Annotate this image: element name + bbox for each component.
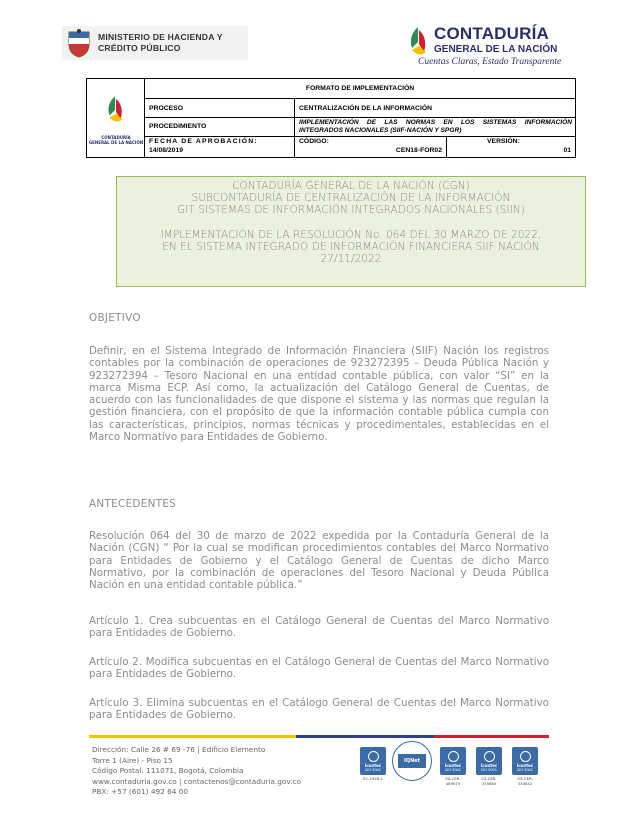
cert-label-2: Icontec <box>444 762 462 768</box>
cert-iso-2: ISO 9001 <box>444 767 462 772</box>
proceso-value: CENTRALIZACIÓN DE LA INFORMACIÓN <box>295 99 575 118</box>
codigo-value: CEN18-FOR02 <box>395 146 442 154</box>
table-logo-cell <box>87 79 145 157</box>
cgn-emblem-small-icon <box>104 93 128 127</box>
antecedentes-heading: ANTECEDENTES <box>89 498 177 510</box>
ministerio-name <box>98 32 223 54</box>
footer-web[interactable]: www.contaduria.gov.co | contactenos@contaduria.gov.co <box>92 776 301 786</box>
cert-badge-4 <box>512 747 538 787</box>
bar-red <box>434 735 549 738</box>
footer-address: Dirección: Calle 26 # 69 -76 | Edificio Elemento <box>92 745 266 754</box>
footer-pbx: PBX: +57 (601) 492 64 00 <box>92 787 188 796</box>
icontec-icon <box>440 747 466 775</box>
title-line-resolucion: IMPLEMENTACIÓN DE LA RESOLUCIÓN No. 064 DEL 30 MARZO DE 2022, <box>160 228 542 241</box>
articulo-1: Artículo 1. Crea subcuentas en el Catálogo General de Cuentas del Marco Normativo para Entidades de Gobierno. <box>89 615 549 640</box>
fecha-label: FECHA DE APROBACIÓN: <box>149 138 258 145</box>
title-line-date: 27/11/2022 <box>320 253 382 266</box>
cert-iso-4: ISO 9001 <box>516 767 534 772</box>
document-title-box <box>116 176 586 287</box>
ministerio-logo <box>62 26 248 60</box>
caption-line-2: GENERAL DE LA NACIÓN <box>88 140 144 145</box>
articulo-3: Artículo 3. Elimina subcuentas en el Catálogo General de Cuentas del Marco Normativo para Entidades de Gobierno. <box>89 697 549 722</box>
iqnet-icon <box>392 741 432 781</box>
version-value: 01 <box>563 146 571 154</box>
title-line-siif: EN EL SISTEMA INTEGRADO DE INFORMACIÓN FINANCIERA SIIF NACIÓN <box>162 240 540 253</box>
cert-badge-1 <box>360 747 386 787</box>
codigo-label: CÓDIGO: <box>299 138 329 145</box>
format-table <box>86 78 576 158</box>
format-title: FORMATO DE IMPLEMENTACIÓN <box>145 79 575 99</box>
cert-label-4: Icontec <box>516 762 534 768</box>
footer-postal: Código Postal: 111071, Bogotá, Colombia <box>92 766 244 775</box>
iqnet-label: IQNet <box>398 754 426 768</box>
cert-iso-3: ISO 9001 <box>480 767 498 772</box>
cert-code-2: SA-CER-489075 <box>445 776 461 786</box>
cert-badge-3 <box>476 747 502 787</box>
cert-label-3: Icontec <box>480 762 498 768</box>
icontec-icon <box>512 747 538 775</box>
cert-code-4: OS-CER-330842 <box>517 776 533 786</box>
cert-code-1: SC-1926-1 <box>363 776 383 781</box>
caption-line-1: CONTADURÍA <box>101 135 131 140</box>
proceso-label: PROCESO <box>145 99 295 118</box>
articulo-2: Artículo 2. Modifica subcuentas en el Catálogo General de Cuentas del Marco Normativo para Entidades de Gobierno. <box>89 656 549 681</box>
title-line-git: GIT SISTEMAS DE INFORMACIÓN INTEGRADOS NACIONALES (SIIN) <box>177 204 525 217</box>
title-line-subcontaduria: SUBCONTADURÍA DE CENTRALIZACIÓN DE LA INFORMACIÓN <box>191 192 511 205</box>
icontec-icon <box>360 747 386 775</box>
footer-tower: Torre 1 (Aire) - Piso 15 <box>92 755 173 765</box>
cert-code-3: CS-CER-335885 <box>481 776 497 786</box>
version-cell <box>447 137 575 157</box>
cert-badge-2 <box>440 747 466 787</box>
ministerio-line-2: CRÉDITO PÚBLICO <box>98 43 181 53</box>
table-logo-caption <box>87 135 145 145</box>
icontec-icon <box>476 747 502 775</box>
fecha-label-row <box>149 138 290 147</box>
flag-color-bar <box>89 735 549 738</box>
fecha-value: 14/08/2019 <box>149 146 184 154</box>
coat-of-arms-icon <box>66 28 92 58</box>
bar-yellow <box>89 735 296 738</box>
codigo-cell <box>295 137 447 157</box>
procedimiento-value: IMPLEMENTACIÓN DE LAS NORMAS EN LOS SISTEMAS INFORMACIÓN INTEGRADOS NACIONALES (SIIF-NACIÓN Y SPGR) <box>295 118 575 137</box>
cert-iso-1: ISO 9001 <box>364 767 382 772</box>
cgn-emblem-icon <box>406 26 432 58</box>
objetivo-heading: OBJETIVO <box>89 312 141 324</box>
objetivo-paragraph: Definir, en el Sistema Integrado de Información Financiera (SIIF) Nación los registros contables por la combinación de operaciones de 923272395 – Deuda Pública Nación y 923272394 – Tesoro Nacional en una entidad contable pública, con valor “SI” en la marca Misma ECP. Así como, la actualización del Catálogo General de Cuentas, de acuerdo con las funcionalidades de que dispone el sistema y las normas que regulan la gestión financiera, con el propósito de que la información contable pública cumpla con las características, principios, normas técnicas y procedimentales, establecidas en el Marco Normativo para Entidades de Gobierno. <box>89 345 549 444</box>
cgn-slogan: Cuentas Claras, Estado Transparente <box>418 57 562 67</box>
cgn-subtitle: GENERAL DE LA NACIÓN <box>434 44 558 55</box>
title-line-cgn: CONTADURÍA GENERAL DE LA NACIÓN (CGN) <box>232 180 470 192</box>
contaduria-logo <box>404 24 574 70</box>
antecedentes-paragraph: Resolución 064 del 30 de marzo de 2022 expedida por la Contaduría General de la Nación (CGN) “ Por la cual se modifican procedimientos contables del Marco Normativo para Entidades de Gobierno y el Catálogo General de Cuentas de dicho Marco Normativo, por la combinación de operaciones del Tesoro Nacional y Deuda Pública Nación en una entidad contable pública.” <box>89 530 549 592</box>
cgn-name: CONTADURÍA <box>434 24 550 43</box>
version-label: VERSIÓN: <box>487 138 520 145</box>
bar-blue <box>296 735 434 738</box>
ministerio-line-1: MINISTERIO DE HACIENDA Y <box>98 32 223 42</box>
fecha-cell <box>145 137 295 157</box>
cert-label-1: Icontec <box>364 762 382 768</box>
footer-contact <box>92 745 301 798</box>
procedimiento-label: PROCEDIMIENTO <box>145 118 295 137</box>
